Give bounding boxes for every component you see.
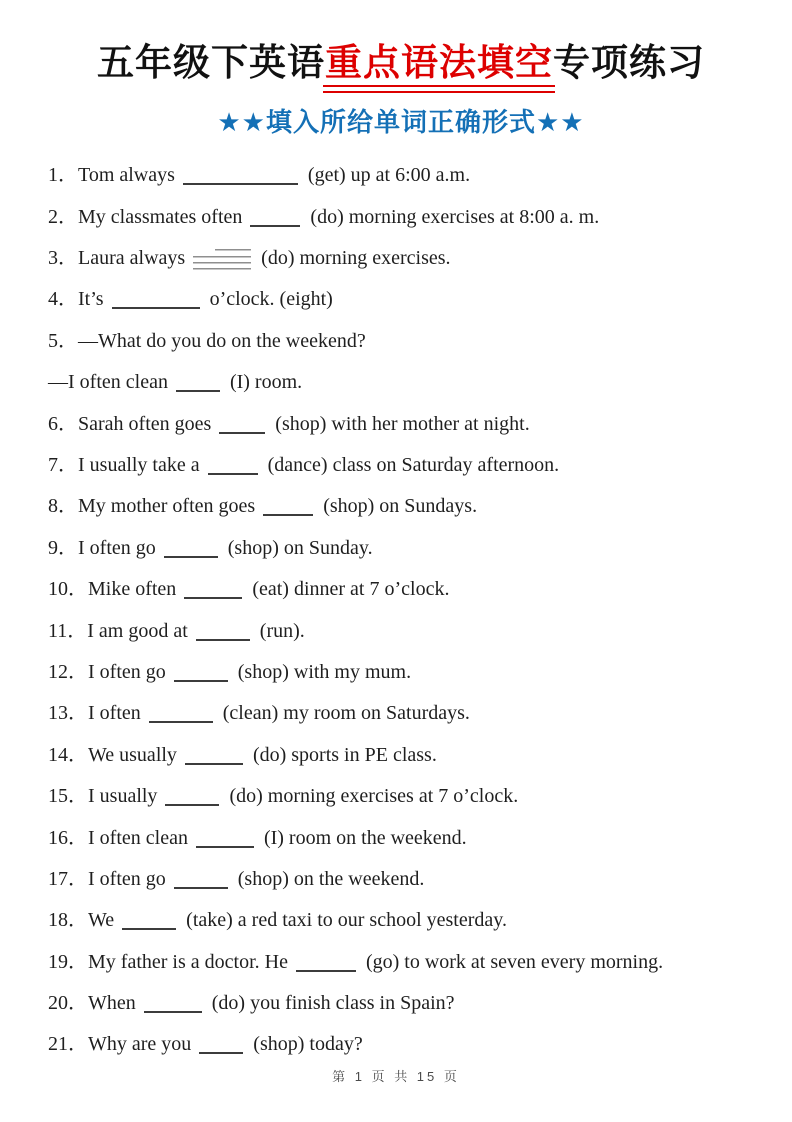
item-text-post: (get) up at 6:00 a.m. <box>307 164 471 187</box>
answer-blank <box>185 749 243 765</box>
exercise-item <box>48 611 754 652</box>
item-text-post: (shop) today? <box>253 1033 363 1056</box>
item-text-pre: I often go <box>88 660 166 683</box>
item-number: 11． <box>48 619 88 642</box>
item-number: 15． <box>48 785 88 808</box>
title-highlight: 重点语法填空 <box>325 40 553 86</box>
answer-blank <box>263 500 313 516</box>
item-number: 7． <box>48 453 78 476</box>
item-text-pre: My mother often goes <box>78 495 256 518</box>
exercise-item <box>48 279 754 320</box>
exercise-item <box>48 818 754 859</box>
exercise-item <box>48 404 754 445</box>
item-text-post: (do) morning exercises at 8:00 a. m. <box>310 205 600 228</box>
answer-blank <box>149 707 213 723</box>
exercise-item <box>48 1024 754 1065</box>
page-title <box>48 40 754 86</box>
title-prefix: 五年级下英语 <box>97 42 325 83</box>
item-text-pre: I am good at <box>87 619 188 642</box>
item-text-pre: I usually take a <box>78 453 200 476</box>
item-text-pre: —I often clean <box>48 371 168 394</box>
item-text-post: (clean) my room on Saturdays. <box>222 702 470 725</box>
item-text-pre: I often go <box>78 536 156 559</box>
item-number: 10． <box>48 578 88 601</box>
item-text-pre: Tom always <box>78 164 175 187</box>
item-text-pre: We usually <box>88 743 177 766</box>
item-number: 1． <box>48 164 78 187</box>
exercise-item <box>48 735 754 776</box>
answer-blank <box>208 459 258 475</box>
exercise-item <box>48 693 754 734</box>
item-text-post: (take) a red taxi to our school yesterday. <box>186 909 507 932</box>
exercise-item <box>48 155 754 196</box>
exercise-item <box>48 321 754 362</box>
item-text-pre: It’s <box>78 288 104 311</box>
item-text-pre: My father is a doctor. He <box>88 950 288 973</box>
item-number: 9． <box>48 536 78 559</box>
exercise-item <box>48 900 754 941</box>
exercise-item-continuation <box>48 362 754 403</box>
item-number: 4． <box>48 288 78 311</box>
item-number: 13． <box>48 702 88 725</box>
item-text-post: (run). <box>259 619 305 642</box>
answer-blank <box>196 832 254 848</box>
answer-blank <box>183 169 298 185</box>
answer-blank <box>196 625 250 641</box>
exercise-item <box>48 652 754 693</box>
answer-blank <box>250 211 300 227</box>
item-text-pre: We <box>88 909 115 932</box>
exercise-item <box>48 528 754 569</box>
exercise-list <box>48 155 754 1066</box>
item-number: 8． <box>48 495 78 518</box>
item-number: 6． <box>48 412 78 435</box>
item-text-post: (I) room. <box>229 371 303 394</box>
item-number: 18． <box>48 909 88 932</box>
item-text-pre: I often clean <box>88 826 188 849</box>
answer-blank <box>122 914 176 930</box>
item-text-post: (shop) on Sunday. <box>227 536 373 559</box>
answer-blank <box>199 1038 243 1054</box>
answer-blank <box>112 293 200 309</box>
item-text-pre: Why are you <box>88 1033 192 1056</box>
exercise-item <box>48 486 754 527</box>
item-text-pre: —What do you do on the weekend? <box>78 329 366 352</box>
title-suffix: 专项练习 <box>553 42 705 83</box>
item-text-pre: Sarah often goes <box>78 412 212 435</box>
item-text-post: (shop) on the weekend. <box>237 867 425 890</box>
exercise-item <box>48 238 754 279</box>
item-text-pre: I often <box>88 702 141 725</box>
section-subtitle: ★★填入所给单词正确形式★★ <box>217 107 585 138</box>
item-text-post: (do) morning exercises. <box>261 247 451 270</box>
item-text-post: (do) sports in PE class. <box>252 743 437 766</box>
item-text-pre: My classmates often <box>78 205 243 228</box>
item-text-pre: When <box>88 992 136 1015</box>
item-number: 17． <box>48 867 88 890</box>
item-number: 5． <box>48 329 78 352</box>
answer-blank <box>184 583 242 599</box>
exercise-item <box>48 776 754 817</box>
answer-blank <box>174 873 228 889</box>
answer-blank <box>144 997 202 1013</box>
answer-blank <box>296 956 356 972</box>
item-number: 2． <box>48 205 78 228</box>
exercise-item <box>48 859 754 900</box>
item-number: 16． <box>48 826 88 849</box>
exercise-item <box>48 942 754 983</box>
exercise-item <box>48 197 754 238</box>
item-text-post: (go) to work at seven every morning. <box>365 950 664 973</box>
item-text-pre: I usually <box>88 785 158 808</box>
item-text-pre: Laura always <box>78 247 186 270</box>
item-text-pre: I often go <box>88 867 166 890</box>
item-number: 21． <box>48 1033 88 1056</box>
item-text-pre: Mike often <box>88 578 177 601</box>
item-text-post: (shop) with my mum. <box>237 660 412 683</box>
exercise-item <box>48 983 754 1024</box>
answer-blank <box>219 418 265 434</box>
exercise-item <box>48 569 754 610</box>
item-number: 14． <box>48 743 88 766</box>
item-text-post: (do) you finish class in Spain? <box>211 992 455 1015</box>
answer-blank <box>164 542 218 558</box>
item-text-post: (eat) dinner at 7 o’clock. <box>252 578 450 601</box>
item-text-post: (I) room on the weekend. <box>263 826 467 849</box>
answer-blank <box>174 666 228 682</box>
item-number: 12． <box>48 660 88 683</box>
item-text-post: (shop) with her mother at night. <box>275 412 530 435</box>
answer-blank <box>176 376 220 392</box>
item-number: 20． <box>48 992 88 1015</box>
answer-blank <box>165 790 219 806</box>
item-text-post: (do) morning exercises at 7 o’clock. <box>229 785 519 808</box>
item-number: 3． <box>48 247 78 270</box>
exercise-item <box>48 445 754 486</box>
item-text-post: (shop) on Sundays. <box>323 495 478 518</box>
four-line-writing-grid <box>193 248 251 271</box>
item-text-post: (dance) class on Saturday afternoon. <box>267 453 560 476</box>
item-number: 19． <box>48 950 88 973</box>
page-footer: 第 1 页 共 15 页 <box>332 1069 460 1084</box>
item-text-post: o’clock. (eight) <box>209 288 333 311</box>
